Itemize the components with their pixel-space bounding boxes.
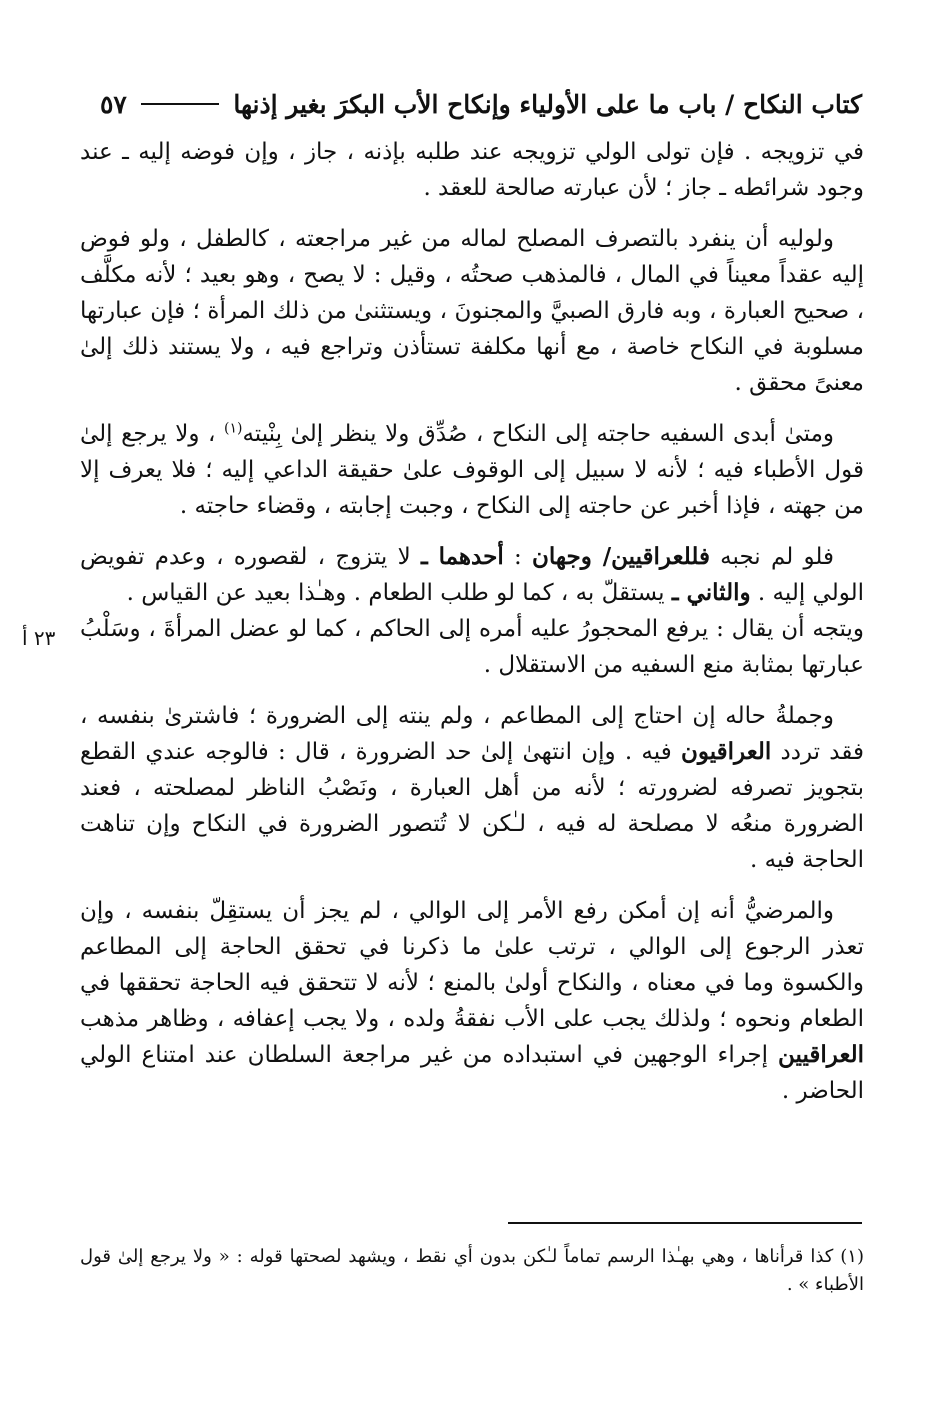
paragraph-6-text-b: إجراء الوجهين في استبداده من غير مراجعة السلطان عند امتناع الولي الحاضر . (80, 1042, 864, 1104)
footnote-text: كذا قرأناها ، وهي بهـٰذا الرسم تماماً لـٰكن بدون أي نقط ، ويشهد لصحتها قوله : « ولا يرجع إلىٰ قول الأطباء » . (80, 1246, 864, 1295)
footnote-reference[interactable]: (١) (223, 420, 243, 437)
paragraph-4-bold-3: والثاني ـ (671, 579, 751, 606)
paragraph-4-text-b: : (503, 544, 532, 570)
manuscript-folio-note: ٢٣ أ (22, 626, 56, 650)
header-title: كتاب النكاح / باب ما على الأولياء وإنكاح الأب البكرَ بغير إذنها (233, 89, 862, 119)
main-text (80, 134, 864, 1124)
paragraph-4-text-c: لا يتزوج ، لقصوره ، وعدم تفويض الولي إليه . (80, 544, 864, 606)
paragraph-3-text-a: ومتىٰ أبدى السفيه حاجته إلى النكاح ، صُدِّق ولا ينظر إلىٰ بِنْيته (242, 421, 834, 447)
footnote-separator (508, 1222, 862, 1224)
paragraph-4-bold-2: أحدهما ـ (420, 543, 504, 570)
paragraph-6-bold-1: العراقيين (778, 1041, 864, 1068)
paragraph-2: ولوليه أن ينفرد بالتصرف المصلح لماله من غير مراجعته ، كالطفل ، ولو فوض إليه عقداً معيناً في المال ، فالمذهب صحتُه ، وقيل : لا يصح ، وهو بعيد ؛ لأنه مكلَّف ، صحيح العبارة ، وبه فارق الصبيَّ والمجنونَ ، ويستثنىٰ من ذلك المرأة ؛ فإن عبارتها مسلوبة في النكاح خاصة ، مع أنها مكلفة تستأذن وتراجع فيه ، ولا يستند ذلك إلىٰ معنىً محقق . (80, 226, 864, 396)
paragraph-4-text-e: ويتجه أن يقال : يرفع المحجورُ عليه أمره إلى الحاكم ، كما لو عضل المرأةَ ، وسَلْبُ عبارتها بمثابة منع السفيه من الاستقلال . (80, 616, 864, 678)
paragraph-1: في تزويجه . فإن تولى الولي تزويجه عند طلبه بإذنه ، جاز ، وإن فوضه إليه ـ عند وجود شرائطه ـ جاز ؛ لأن عبارته صالحة للعقد . (80, 139, 864, 201)
paragraph-4-bold-1: فللعراقيين/ وجهان (531, 543, 710, 570)
paragraph-4 (80, 539, 864, 683)
running-header (100, 82, 862, 126)
paragraph-5-bold-1: العراقيون (680, 738, 772, 765)
paragraph-3-text-b: ، ولا يرجع إلىٰ قول الأطباء فيه ؛ لأنه لا سبيل إلى الوقوف علىٰ حقيقة الداعي إليه ؛ فلا يعرف إلا من جهته ، فإذا أخبر عن حاجته إلى النكاح ، وجبت إجابته ، وقضاء حاجته . (80, 421, 864, 519)
paragraph-5-text-b: فيه . وإن انتهىٰ إلىٰ حد الضرورة ، قال : فالوجه عندي القطع بتجويز تصرفه لضرورته ؛ لأنه من أهل العبارة ، ونَصْبُ الناظر لمصلحته ، فعند الضرورة منعُه لا مصلحة له فيه ، لـٰكن لا تُتصور الضرورة في النكاح وإن تناهت الحاجة فيه . (80, 739, 864, 873)
header-rule (141, 103, 220, 105)
paragraph-5-text-a: وجملةُ حاله إن احتاج إلى المطاعم ، ولم ينته إلى الضرورة ؛ فاشترىٰ بنفسه ، فقد تردد (80, 703, 864, 765)
paragraph-4-text-d: يستقلّ به ، كما لو طلب الطعام . وهـٰذا بعيد عن القياس . (126, 580, 672, 606)
paragraph-3 (80, 416, 864, 524)
paragraph-6 (80, 893, 864, 1109)
paragraph-6-text-a: والمرضيُّ أنه إن أمكن رفع الأمر إلى الوالي ، لم يجز أن يستقِلّ بنفسه ، وإن تعذر الرجوع إلى الوالي ، ترتب علىٰ ما ذكرنا في تحقق الحاجة إلى المطاعم والكسوة وما في معناه ، والنكاح أولىٰ بالمنع ؛ لأنه لا تتحقق فيه الحاجة تحققها في الطعام ونحوه ؛ ولذلك يجب على الأب نفقةُ ولده ، ولا يجب إعفافه ، وظاهر مذهب (80, 898, 864, 1032)
footnote-marker: (١) (840, 1246, 864, 1267)
paragraph-5 (80, 698, 864, 878)
page-number: ٥٧ (100, 89, 127, 119)
paragraph-4-text-a: فلو لم نجبه (709, 544, 834, 570)
footnote-1 (80, 1243, 864, 1299)
